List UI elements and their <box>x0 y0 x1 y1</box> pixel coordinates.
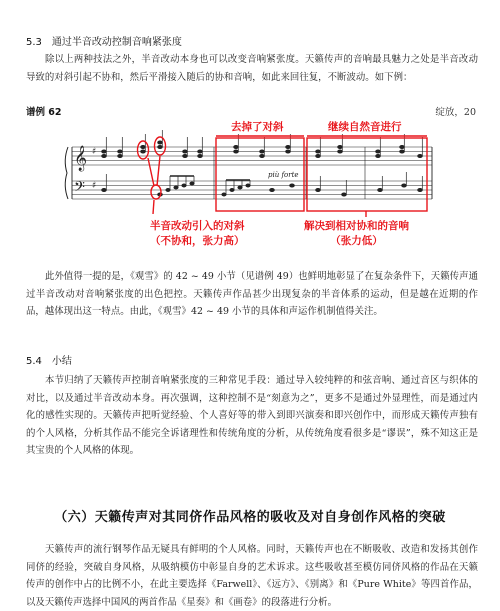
annotation-line: 解决到相对协和的音响 <box>304 220 409 232</box>
annotation-chromatic-cross-relation <box>150 219 245 249</box>
chapter-paragraph: 天籁传声的流行钢琴作品无疑具有鲜明的个人风格。同时，天籁传声也在不断吸收、改造和发扬其创作同侪的经验，突破自身风格，从吸纳模仿中彰显自身的艺术诉求。这些吸收甚至模仿同侪风格的作品在天籁传声的创作中占的比例不小，在此主要选择《Farwell》、《远方》、《别离》和《Pure White》等四首作品，以及天籁传声选择中国风的两首作品《星奏》和《画卷》的段落进行分析。 <box>26 544 478 608</box>
sharp-icon: ♯ <box>92 147 97 157</box>
annotation-line: 半音改动引入的对斜 <box>150 220 245 232</box>
sharp-icon: ♯ <box>92 181 97 191</box>
dynamic-marking: più forte <box>268 171 299 179</box>
annotation-box-right <box>307 138 427 211</box>
bass-clef-icon: 𝄢 <box>74 179 85 199</box>
annotation-line: （张力低） <box>330 235 383 247</box>
intro-paragraph: 除以上两种技法之外，半音改动本身也可以改变音响紧张度。天籁传声的音响最具魅力之处是半音改动导致的对斜引起不协和，然后平滑接入随后的协和音响，如此来回往复，不断波动。如下例： <box>26 54 478 83</box>
example-label: 谱例 62 <box>26 107 62 118</box>
summary-title: 5.4 小结 <box>26 356 72 367</box>
chapter-title: （六）天籁传声对其同侪作品风格的吸收及对自身创作风格的突破 <box>54 510 446 525</box>
example-meta: 绽放，20 <box>435 107 476 118</box>
section-title: 5.3 通过半音改动控制音响紧张度 <box>26 37 182 48</box>
annotation-resolution <box>304 219 409 249</box>
body-paragraph: 此外值得一提的是，《观雪》的 42 ~ 49 小节（见谱例 49）也鲜明地彰显了在复杂条件下，天籁传声通过半音改动对音响紧张度的出色把控。天籁传声作品甚少出现复杂的半音体系的运动，但是越在近期的作品，越体现出这一特点。由此，《观雪》42 ~ 49 小节的具体和声运作机制值得关注。 <box>26 271 478 317</box>
summary-paragraph: 本节归纳了天籁传声控制音响紧张度的三种常见手段：通过导入较纯粹的和弦音响、通过音区与织体的对比，以及通过半音改动本身。再次强调，这种控制不是“刻意为之”，更多不是通过外显理性，而是通过内化的感性实现的。天籁传声把听觉经验、个人喜好等的带入到即兴演奏和即兴创作中，而形成天籁传声独有的个人风格，分析其作品不能完全诉诸理性和传统角度的分析，从传统角度看很多是“谬误”，殊不知这正是其宝贵的个人风格的体现。 <box>26 375 478 456</box>
annotation-line: （不协和，张力高） <box>150 235 245 247</box>
treble-clef-icon: 𝄞 <box>74 146 88 171</box>
circle-marker <box>151 185 161 199</box>
annotation-removed-cross-relation: 去掉了对斜 <box>231 121 284 133</box>
annotation-diatonic-continue: 继续自然音进行 <box>328 121 402 133</box>
